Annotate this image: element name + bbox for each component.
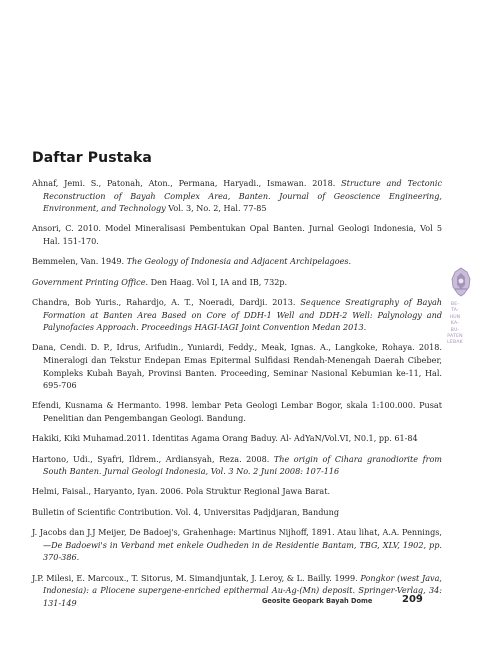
reference-entry [32,506,442,519]
reference-entry [32,453,442,478]
reference-italic-text: The Geology of Indonesia and Adjacent Archipelagoes. [126,256,352,267]
reference-text: Hartono, Udi., Syafri, Ildrem., Ardiansyah, Reza. 2008. [32,453,274,464]
reference-text: Helmi, Faisal., Haryanto, Iyan. 2006. Pola Struktur Regional Jawa Barat. [32,486,331,497]
footer-title: Geosite Geopark Bayah Dome [262,597,373,605]
side-label-line: HUN [449,314,461,320]
reference-text: Bemmelen, Van. 1949. [32,256,127,267]
section-heading: Daftar Pustaka [32,150,152,166]
reference-text: Ansori, C. 2010. Model Mineralisasi Pembentukan Opal Banten. Jurnal Geologi Indonesia, Vol 5 Hal. 151-170. [32,223,442,247]
reference-entry [32,276,442,289]
reference-text: Chandra, Bob Yuris., Rahardjo, A. T., Noeradi, Dardji. 2013. [32,296,301,307]
side-label-line: KA- [450,321,460,327]
reference-entry [32,485,442,498]
reference-entry [32,432,442,445]
reference-italic-text: The origin of Cihara granodiorite from South Banten. Jurnal Geologi Indonesia, Vol. 3 No. 2 Juni 2008: 107-116 [43,453,442,477]
reference-text: Hakiki, Kiki Muhamad.2011. Identitas Agama Orang Baduy. Al- AdYaN/Vol.VI, N0.1, pp. 61-84 [32,433,418,444]
lebak-regency-emblem-icon [450,267,472,297]
reference-text: Den Haag. Vol I, IA and IB, 732p. [148,276,288,287]
reference-entry [32,526,442,564]
reference-text: Dana, Cendi. D. P., Idrus, Arifudin., Yuniardi, Feddy., Meak, Ignas. A., Langkoke, Rohaya. 2018. Mineralogi dan Tekstur Endepan Emas Epitermal Sulfidasi Rendah-Menengah Daerah Cibeber, Kompleks Kubah Bayah, Provinsi Banten. Proceeding, Seminar Nasional Kebumian ke-11, Hal. 695-706 [32,342,442,391]
reference-entry [32,399,442,424]
side-label-line: TA- [451,308,459,314]
reference-italic-text: Sequence Sreatigraphy of Bayah Formation at Banten Area Based on Core of DDH-1 Well and DDH-2 Well: Palynology and Palynofacies Approach. Proceedings HAGI-IAGI Joint Convention Medan 2013. [43,296,442,333]
side-label-line: LEBAK [447,340,463,346]
reference-text: Ahnaf, Jemi. S., Patonah, Aton., Permana, Haryadi., Ismawan. 2018. [32,178,342,188]
reference-entry [32,222,442,247]
reference-text: Efendi, Kusnama & Hermanto. 1998. lembar Peta Geologi Lembar Bogor, skala 1:100.000. Pusat Penelitian dan Pengembangan Geologi. Bandung. [32,400,442,424]
reference-italic-text: —De Badoewi's in Verband met enkele Oudheden in de Residentie Bantam, TBG, XLV, 1902, pp. 370-386. [43,539,442,563]
reference-list [32,177,442,617]
reference-text: J. Jacobs dan J.J Meijer, De Badoej's, Grahenhage: Martinus Nijhoff, 1891. Atau lihat, A.A. Pennings, [32,527,442,538]
reference-entry [32,572,442,610]
reference-entry [32,255,442,268]
reference-italic-text: Government Printing Office. [32,276,149,287]
reference-text: Bulletin of Scientific Contribution. Vol. 4, Universitas Padjdjaran, Bandung [32,506,340,517]
side-label-line: BU- [450,327,460,333]
reference-italic-text: Structure and Tectonic Reconstruction of Bayah Complex Area, Banten. Journal of Geoscience Engineering, Environment, and Technology [43,178,442,214]
reference-text: J.P. Milesi, E. Marcoux., T. Sitorus, M. Simandjuntak, J. Leroy, & L. Bailly. 1999. [32,572,361,583]
reference-entry [32,341,442,391]
reference-text: Vol. 3, No. 2, Hal. 77-85 [165,203,267,214]
page-number: 209 [402,594,423,605]
side-label-line: BE- [450,302,460,307]
reference-entry [32,296,442,334]
side-label-line: PATEN [447,334,463,340]
side-vertical-label [440,302,470,347]
reference-italic-text: Pongkor (west Java, Indonesia): a Pliocene supergene-enriched epithermal Au-Ag-(Mn) deposit. Springer-Verlag, 34: 131-149 [43,572,442,608]
reference-entry [32,177,442,215]
